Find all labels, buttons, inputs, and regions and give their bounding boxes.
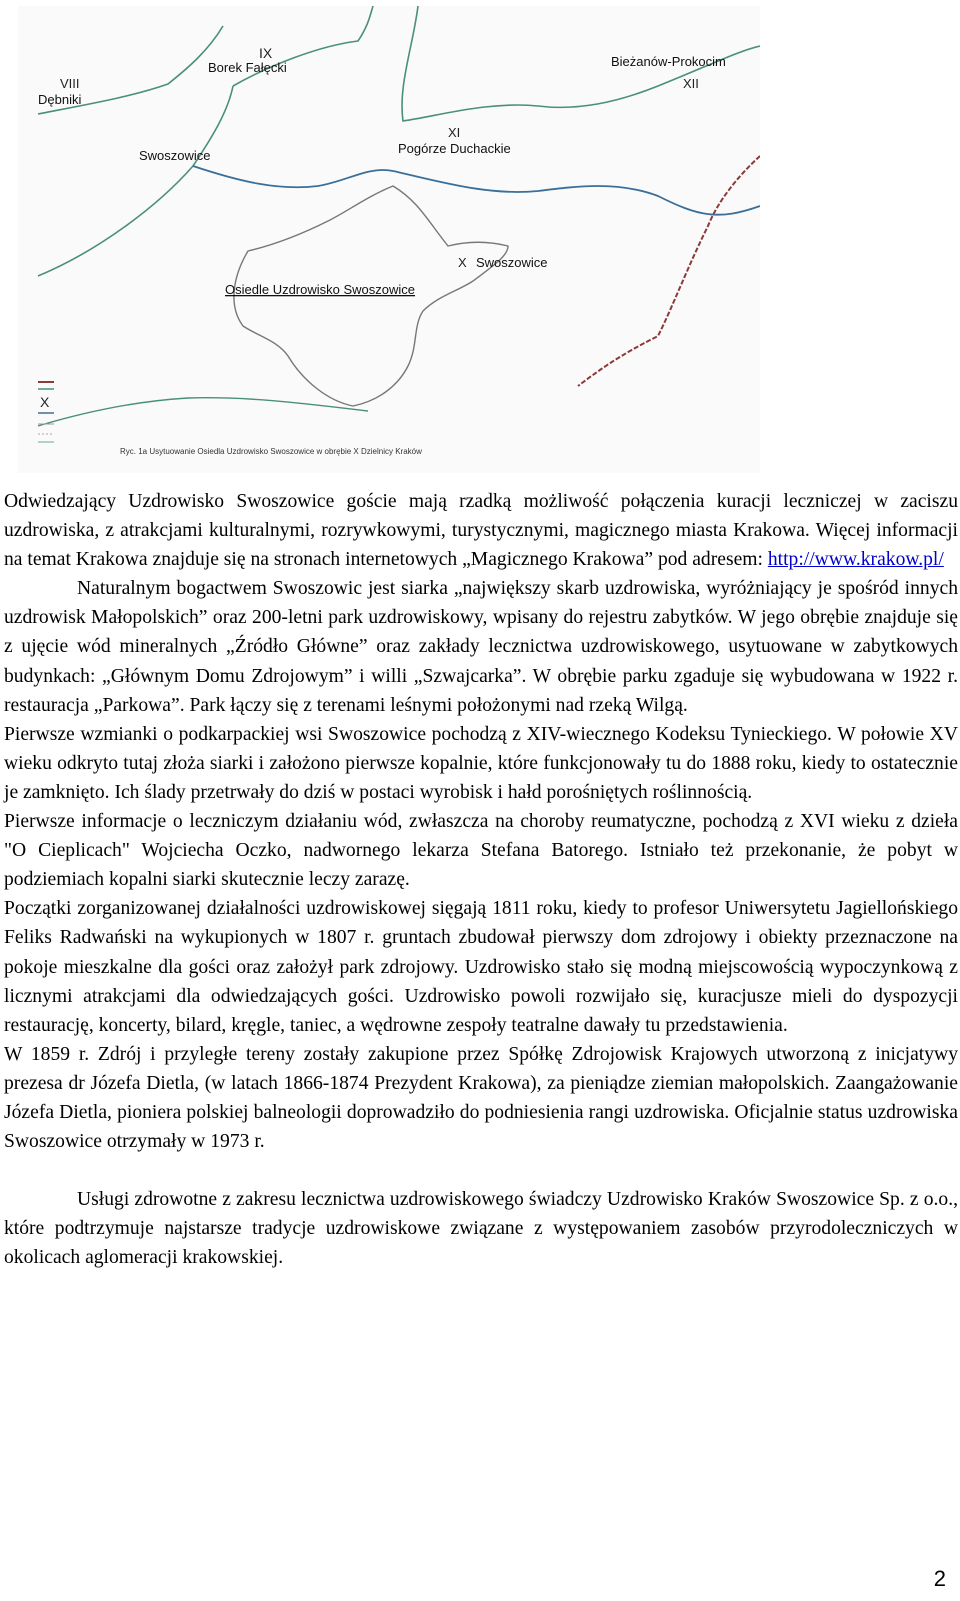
map-label-xi-num: XI — [448, 125, 461, 140]
body-text — [4, 487, 958, 1272]
paragraph-2: Naturalnym bogactwem Swoszowic jest siarka „największy skarb uzdrowiska, wyróżniający je spośród innych uzdrowisk Małopolskich” oraz 200-letni park uzdrowiskowy, wpisany do rejestru zabytków. W jego obrębie znajduje się z ujęcie wód mineralnych „Źródło Główne” oraz zakłady lecznictwa uzdrowiskowego, usytuowane w zabytkowych budynkach: „Głównym Domu Zdrojowym” i willi „Szwajcarka”. W obrębie parku zgaduje się wybudowana w 1922 r. restauracja „Parkowa”. Park łączy się z terenami leśnymi położonymi nad rzeką Wilgą. — [4, 578, 958, 716]
map-label-ix-name: Borek Fałęcki — [208, 60, 287, 75]
map-label-swoszowice-left: Swoszowice — [139, 148, 211, 163]
page-number: 2 — [933, 1566, 946, 1591]
map-label-xii-name: Bieżanów-Prokocim — [611, 54, 726, 69]
map-label-xi-name: Pogórze Duchackie — [398, 141, 511, 156]
paragraph-1 — [4, 487, 958, 574]
map-label-viii-num: VIII — [60, 76, 80, 91]
krakow-link[interactable]: http://www.krakow.pl/ — [767, 549, 944, 571]
legend-x: X — [40, 394, 50, 410]
map-label-x-name: Swoszowice — [476, 255, 548, 270]
paragraph-6: W 1859 r. Zdrój i przyległe tereny zostały zakupione przez Spółkę Zdrojowisk Krajowych utworzoną z inicjatywy prezesa dr Józefa Dietla, (w latach 1866-1874 Prezydent Krakowa), za pieniądze ziemian małopolskich. Zaangażowanie Józefa Dietla, pioniera polskiej balneologii doprowadziło do podniesienia rangi uzdrowiska. Oficjalnie status uzdrowiska Swoszowice otrzymały w 1973 r. — [4, 1043, 958, 1153]
paragraph-7: Usługi zdrowotne z zakresu lecznictwa uzdrowiskowego świadczy Uzdrowisko Kraków Swoszowice Sp. z o.o., które podtrzymuje najstarsze tradycje uzdrowiskowe związane z występowaniem zasobów przyrodoleczniczych w okolicach aglomeracji krakowskiej. — [4, 1189, 958, 1269]
map-label-viii-name: Dębniki — [38, 92, 82, 107]
paragraph-3: Pierwsze wzmianki o podkarpackiej wsi Swoszowice pochodzą z XIV-wiecznego Kodeksu Tynieckiego. W połowie XV wieku odkryto tutaj złoża siarki i założono pierwsze kopalnie, które funkcjonowały tu do 1888 roku, kiedy to ostatecznie je zamknięto. Ich ślady przetrwały do dziś w postaci wyrobisk i hałd porośniętych roślinnością. — [4, 723, 958, 803]
map-label-osiedle: Osiedle Uzdrowisko Swoszowice — [225, 282, 416, 297]
paragraph-4: Pierwsze informacje o leczniczym działaniu wód, zwłaszcza na choroby reumatyczne, pochodzą z XVI wieku z dzieła "O Cieplicach" Wojciecha Oczko, nadwornego lekarza Stefana Batorego. Istniało też przekonanie, że pobyt w podziemiach kopalni siarki skutecznie leczy zarazę. — [4, 811, 958, 891]
map-label-ix-num: IX — [259, 45, 273, 61]
paragraph-1-text: Odwiedzający Uzdrowisko Swoszowice goście mają rzadką możliwość połączenia kuracji leczniczej w zaciszu uzdrowiska, z atrakcjami kulturalnymi, rozrywkowymi, turystycznymi, magicznego miasta Krakowa. Więcej informacji na temat Krakowa znajduje się na stronach internetowych „Magicznego Krakowa” pod adresem: — [4, 491, 958, 571]
district-map — [18, 6, 760, 473]
paragraph-5: Początki zorganizowanej działalności uzdrowiskowej sięgają 1811 roku, kiedy to profesor Uniwersytetu Jagiellońskiego Feliks Radwański na wykupionych w 1807 r. gruntach zbudował pierwszy dom zdrojowy i obiekty przeznaczone na pokoje mieszkalne dla gości oraz założył park zdrojowy. Uzdrowisko stało się modną miejscowością wypoczynkową z licznymi atrakcjami dla odwiedzających gości. Uzdrowisko powoli rozwijało się, kuracjusze mieli do dyspozycji restaurację, koncerty, bilard, kręgle, taniec, a wędrowne zespoły teatralne dawały tu przedstawienia. — [4, 898, 958, 1036]
map-caption: Ryc. 1a Usytuowanie Osiedla Uzdrowisko Swoszowice w obrębie X Dzielnicy Kraków — [120, 447, 422, 456]
map-label-xii-num: XII — [683, 76, 699, 91]
map-label-x-num: X — [458, 255, 467, 270]
paragraph-gap — [4, 1156, 958, 1185]
district-map-svg — [18, 6, 760, 473]
